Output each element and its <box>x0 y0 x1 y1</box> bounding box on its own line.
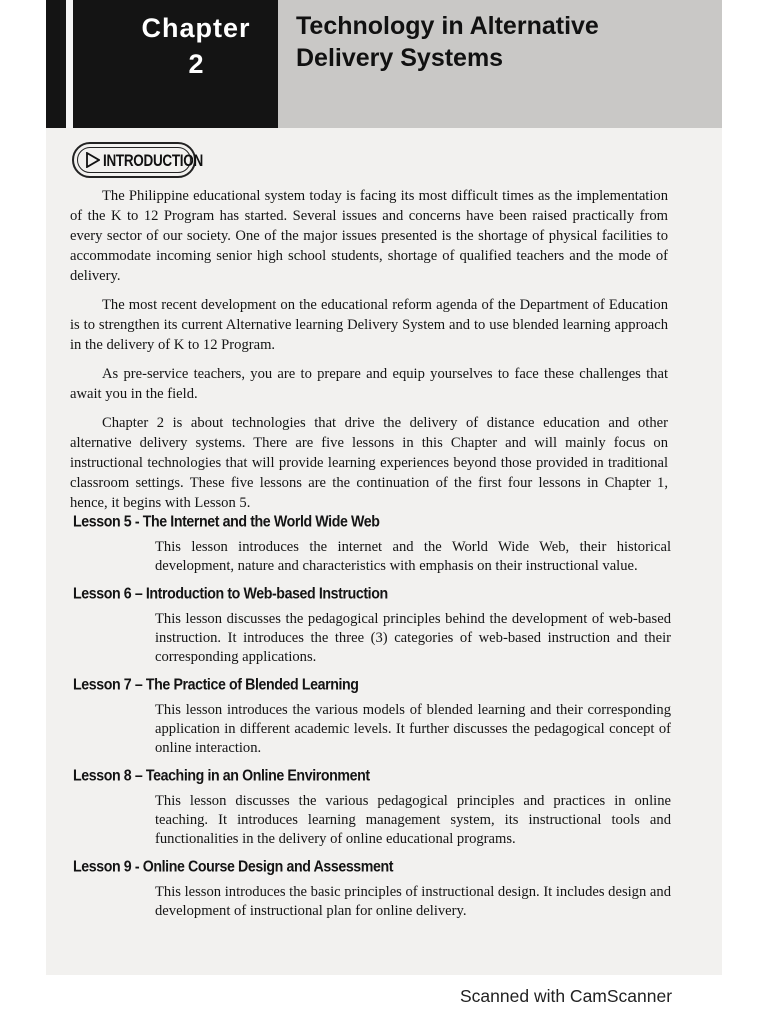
lesson-description: This lesson introduces the basic principles of instructional design. It includes design and development of instructional plan for online delivery. <box>155 884 671 919</box>
introduction-badge-inner <box>77 147 203 173</box>
lesson-title: Lesson 9 - Online Course Design and Assessment <box>73 858 394 876</box>
lesson-list <box>73 510 671 927</box>
lesson-item <box>73 855 671 921</box>
lesson-description: This lesson discusses the pedagogical principles behind the development of web-based instruction. It introduces the three (3) categories of web-based instruction and their corresponding applications. <box>155 611 671 665</box>
paragraph-1: The Philippine educational system today is facing its most difficult times as the implementation of the K to 12 Program has started. Several issues and concerns have been raised practically from every sector of our society. One of the major issues presented is the shortage of physical facilities to accommodate incoming senior high school students, shortage of qualified teachers and the mode of delivery. <box>70 188 668 284</box>
chapter-word: Chapter <box>141 13 251 43</box>
paragraph-4: Chapter 2 is about technologies that drive the delivery of distance education and other alternative delivery systems. There are five lessons in this Chapter and will mainly focus on instructional technologies that will provide learning experiences beyond those provided in traditional classroom settings. These five lessons are the continuation of the first four lessons in Chapter 1, hence, it begins with Lesson 5. <box>70 415 668 511</box>
chapter-number: 2 <box>188 49 204 79</box>
lesson-title: Lesson 5 - The Internet and the World Wide Web <box>73 513 380 531</box>
header-stripe <box>66 0 73 128</box>
paragraph-3: As pre-service teachers, you are to prepare and equip yourselves to face these challenges that await you in the field. <box>70 366 668 402</box>
lesson-item <box>73 582 671 667</box>
lesson-item <box>73 510 671 576</box>
introduction-text <box>70 186 668 522</box>
lesson-title: Lesson 8 – Teaching in an Online Environment <box>73 767 370 785</box>
chapter-header <box>46 0 722 128</box>
scanned-page <box>46 0 722 975</box>
lesson-description: This lesson introduces the various models of blended learning and their corresponding application in different academic levels. It further discusses the pedagogical concept of online interaction. <box>155 702 671 756</box>
chapter-title <box>296 10 716 74</box>
lesson-item <box>73 673 671 758</box>
lesson-description: This lesson discusses the various pedagogical principles and practices in online teaching. It introduces learning management system, its instructional tools and functionalities in the delivery of online educational programs. <box>155 793 671 847</box>
scanner-watermark: Scanned with CamScanner <box>460 986 673 1006</box>
lesson-title: Lesson 7 – The Practice of Blended Learning <box>73 676 359 694</box>
introduction-label: INTRODUCTION <box>103 150 203 170</box>
lesson-title: Lesson 6 – Introduction to Web-based Instruction <box>73 585 388 603</box>
introduction-badge <box>72 142 203 178</box>
lesson-description: This lesson introduces the internet and the World Wide Web, their historical development, nature and characteristics with emphasis on their instructional value. <box>155 539 671 574</box>
lesson-item <box>73 764 671 849</box>
chapter-title-line-1: Technology in Alternative <box>296 12 599 40</box>
play-arrow-icon <box>86 152 100 168</box>
paragraph-2: The most recent development on the educational reform agenda of the Department of Education is to strengthen its current Alternative learning Delivery System and to use blended learning approach in the delivery of K to 12 Program. <box>70 297 668 353</box>
chapter-title-line-2: Delivery Systems <box>296 44 504 72</box>
